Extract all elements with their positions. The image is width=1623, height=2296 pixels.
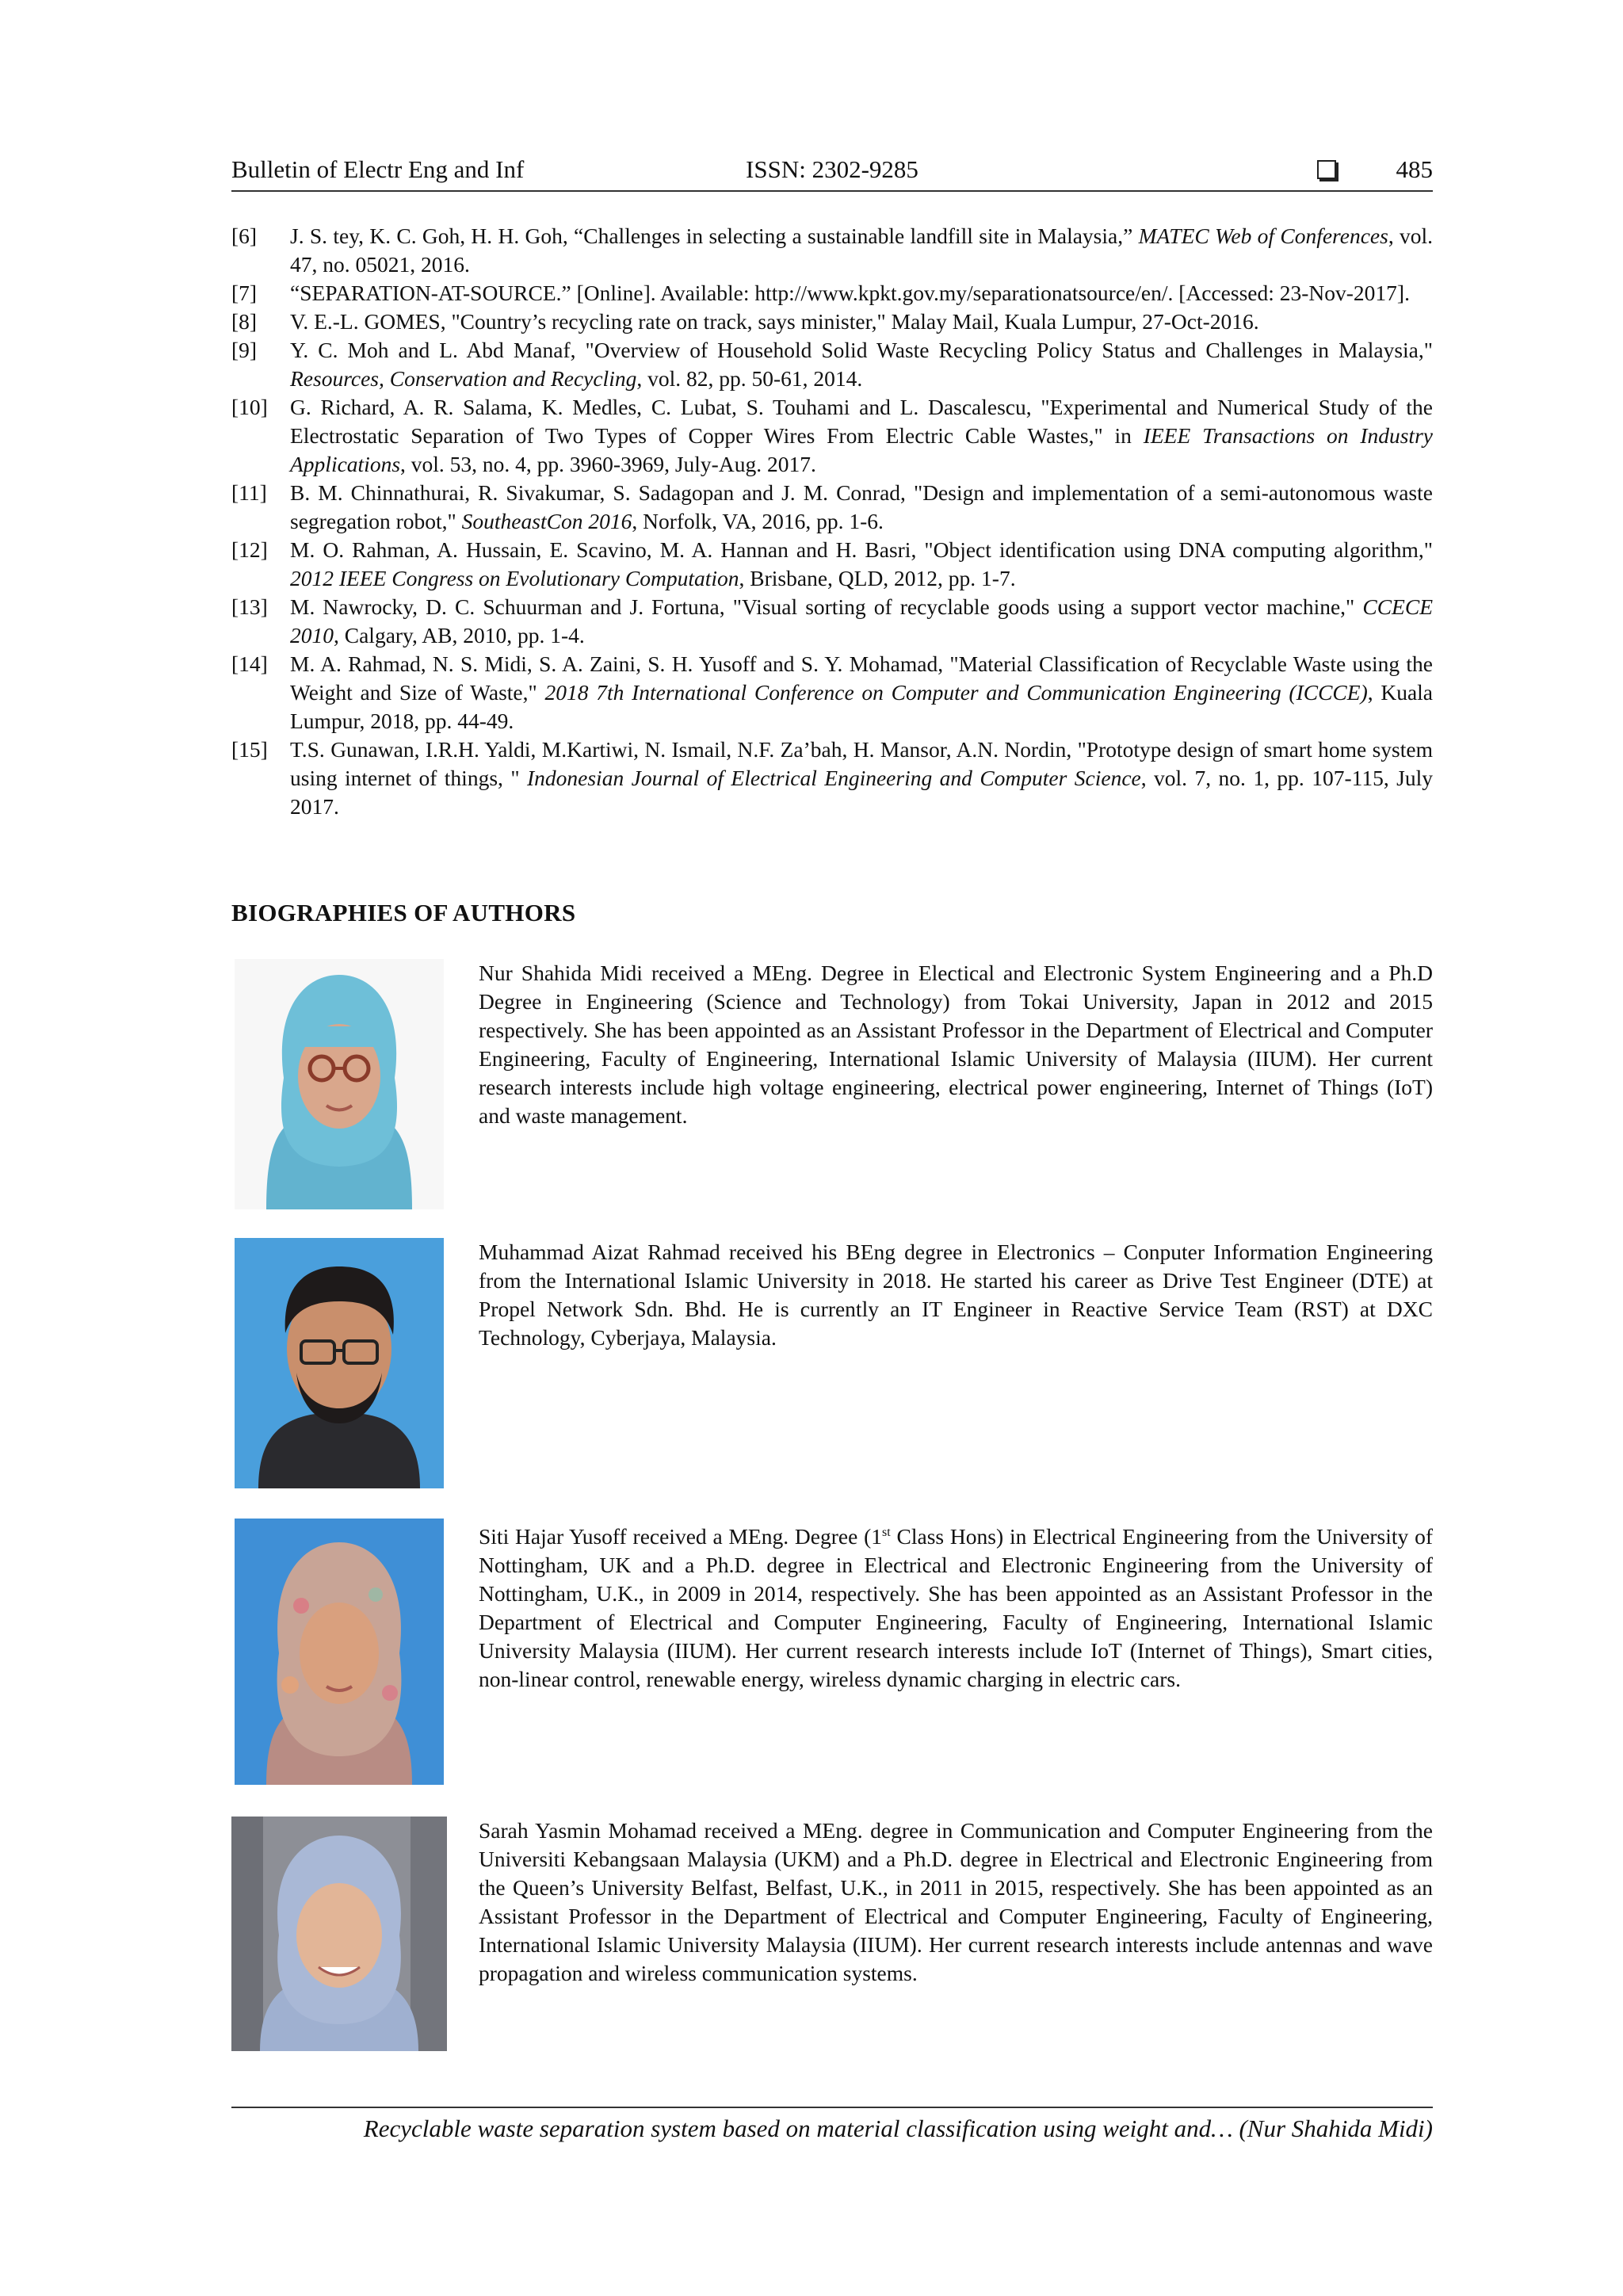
ordinal-superscript: st (882, 1526, 891, 1539)
reference-number: [14] (231, 651, 268, 676)
reference-number: [6] (231, 223, 258, 248)
author-photo (235, 1238, 444, 1488)
biographies-heading: BIOGRAPHIES OF AUTHORS (231, 899, 576, 926)
reference-segment: Y. C. Moh and L. Abd Manaf, "Overview of Household Solid Waste Recycling Policy Status and Challenges in Malaysia," (290, 338, 1433, 362)
reference-text (290, 308, 1433, 336)
bio-text-start: Siti Hajar Yusoff received a MEng. Degree (1 (479, 1524, 883, 1549)
reference-venue: 2012 IEEE Congress on Evolutionary Computation (290, 566, 739, 590)
reference-item (231, 308, 1433, 336)
reference-venue: 2018 7th International Conference on Computer and Communication Engineering (ICCCE) (544, 680, 1368, 705)
reference-item (231, 479, 1433, 536)
reference-segment: V. E.-L. GOMES, "Country’s recycling rate on track, says minister," Malay Mail, Kuala Lumpur, 27-Oct-2016. (290, 309, 1259, 334)
author-bio-text: Muhammad Aizat Rahmad received his BEng degree in Electronics – Conputer Information Engineering from the International Islamic University in 2018. He started his career as Drive Test Engineer (DTE) at Propel Network Sdn. Bhd. He is currently an IT Engineer in Reactive Service Team (RST) at DXC Technology, Cyberjaya, Malaysia. (479, 1240, 1433, 1350)
reference-segment: M. A. Rahmad, N. S. Midi, S. A. Zaini, S. H. Yusoff and S. Y. Mohamad, "Material Classification of Recyclable Waste using the Weight and Size of Waste," (290, 651, 1433, 705)
author-photo (235, 1519, 444, 1785)
reference-venue: Resources, Conservation and Recycling (290, 366, 637, 391)
reference-text (290, 222, 1433, 279)
reference-text (290, 650, 1433, 735)
reference-number: [7] (231, 281, 258, 305)
author-bio-text: Sarah Yasmin Mohamad received a MEng. degree in Communication and Computer Engineering from the Universiti Kebangsaan Malaysia (UKM) and a Ph.D. degree in Electrical and Electronic Engineering from the Queen’s University Belfast, Belfast, U.K., in 2011 in 2015, respectively. She has been appointed as an Assistant Professor in the Department of Electrical and Computer Engineering, Faculty of Engineering, International Islamic University Malaysia (IIUM). Her current research interests include antennas and wave propagation and wireless communication systems. (479, 1818, 1433, 1985)
reference-number: [10] (231, 395, 268, 419)
reference-segment: , vol. 7, no. 1, pp. 107-115, July 2017. (290, 766, 1433, 819)
reference-segment: B. M. Chinnathurai, R. Sivakumar, S. Sadagopan and J. M. Conrad, "Design and implementation of a semi-autonomous waste segregation robot," (290, 480, 1433, 533)
reference-venue: SoutheastCon 2016 (461, 509, 632, 533)
reference-segment: M. O. Rahman, A. Hussain, E. Scavino, M. A. Hannan and H. Basri, "Object identification using DNA computing algorithm," (290, 537, 1433, 562)
reference-segment: , Norfolk, VA, 2016, pp. 1-6. (632, 509, 884, 533)
bio-text-rest: Class Hons) in Electrical Engineering from the University of Nottingham, UK and a Ph.D. degree in Electrical and Electronic Engineering from the University of Nottingham, U.K., in 2009 in 2014, respectively. She has been appointed as an Assistant Professor in the Department of Electrical and Computer Engineering, Faculty of Engineering, International Islamic University Malaysia (IIUM). Her current research interests include IoT (Internet of Things), Smart cities, non-linear control, renewable energy, wireless dynamic charging in electric cars. (479, 1524, 1434, 1692)
reference-venue: CCECE 2010 (290, 594, 1433, 648)
reference-text (290, 393, 1433, 479)
reference-segment: , Brisbane, QLD, 2012, pp. 1-7. (739, 566, 1016, 590)
journal-name: Bulletin of Electr Eng and Inf (231, 155, 525, 183)
reference-item (231, 336, 1433, 393)
reference-segment: , vol. 47, no. 05021, 2016. (290, 223, 1434, 277)
issn: ISSN: 2302-9285 (746, 155, 918, 183)
reference-segment: , Kuala Lumpur, 2018, pp. 44-49. (290, 680, 1434, 733)
reference-item (231, 735, 1433, 821)
reference-item (231, 593, 1433, 650)
reference-text (290, 735, 1433, 821)
author-photo (231, 1817, 447, 2051)
reference-segment: T.S. Gunawan, I.R.H. Yaldi, M.Kartiwi, N. Ismail, N.F. Za’bah, H. Mansor, A.N. Nordin, "Prototype design of smart home system using internet of things, " (290, 737, 1433, 790)
reference-number: [11] (231, 480, 267, 505)
reference-venue: MATEC Web of Conferences (1138, 223, 1388, 248)
reference-item (231, 393, 1433, 479)
reference-segment: , Calgary, AB, 2010, pp. 1-4. (334, 623, 585, 648)
reference-segment: J. S. tey, K. C. Goh, H. H. Goh, “Challenges in selecting a sustainable landfill site in Malaysia,” (290, 223, 1139, 248)
reference-number: [9] (231, 338, 258, 362)
reference-list (231, 222, 1433, 821)
reference-text (290, 536, 1433, 593)
reference-number: [15] (231, 737, 268, 762)
reference-item (231, 536, 1433, 593)
reference-number: [8] (231, 309, 258, 334)
reference-venue: Indonesian Journal of Electrical Engineering and Computer Science (526, 766, 1141, 790)
reference-text (290, 279, 1433, 308)
reference-text (290, 593, 1433, 650)
author-photo (235, 959, 444, 1209)
reference-text (290, 336, 1433, 393)
checkbox-square-icon (1317, 160, 1336, 179)
reference-segment: G. Richard, A. R. Salama, K. Medles, C. Lubat, S. Touhami and L. Dascalescu, "Experimental and Numerical Study of the Electrostatic Separation of Two Types of Copper Wires From Electric Cable Wastes," in (290, 395, 1433, 448)
reference-segment: , vol. 53, no. 4, pp. 3960-3969, July-Aug. 2017. (400, 452, 816, 476)
running-footer: Recyclable waste separation system based on material classification using weight and… (Nur Shahida Midi) (231, 2107, 1433, 2143)
reference-number: [13] (231, 594, 268, 619)
reference-number: [12] (231, 537, 268, 562)
page-number: 485 (1396, 155, 1433, 183)
reference-segment: , vol. 82, pp. 50-61, 2014. (636, 366, 863, 391)
reference-item (231, 222, 1433, 279)
author-bio-text (479, 1519, 1433, 1694)
reference-segment: “SEPARATION-AT-SOURCE.” [Online]. Available: http://www.kpkt.gov.my/separationatsource/en/. [Accessed: 23-Nov-2017]. (290, 281, 1410, 305)
reference-venue: IEEE Transactions on Industry Applications (290, 423, 1433, 476)
reference-item (231, 650, 1433, 735)
reference-segment: M. Nawrocky, D. C. Schuurman and J. Fortuna, "Visual sorting of recyclable goods using a support vector machine," (290, 594, 1363, 619)
reference-text (290, 479, 1433, 536)
reference-item (231, 279, 1433, 308)
author-bio-text: Nur Shahida Midi received a MEng. Degree in Electical and Electronic System Engineering and a Ph.D Degree in Engineering (Science and Technology) from Tokai University, Japan in 2012 and 2015 respectively. She has been appointed as an Assistant Professor in the Department of Electrical and Computer Engineering, Faculty of Engineering, International Islamic University of Malaysia (IIUM). Her current research interests include high voltage engineering, electrical power engineering, Internet of Things (IoT) and waste management. (479, 961, 1433, 1128)
running-header (231, 155, 1433, 192)
